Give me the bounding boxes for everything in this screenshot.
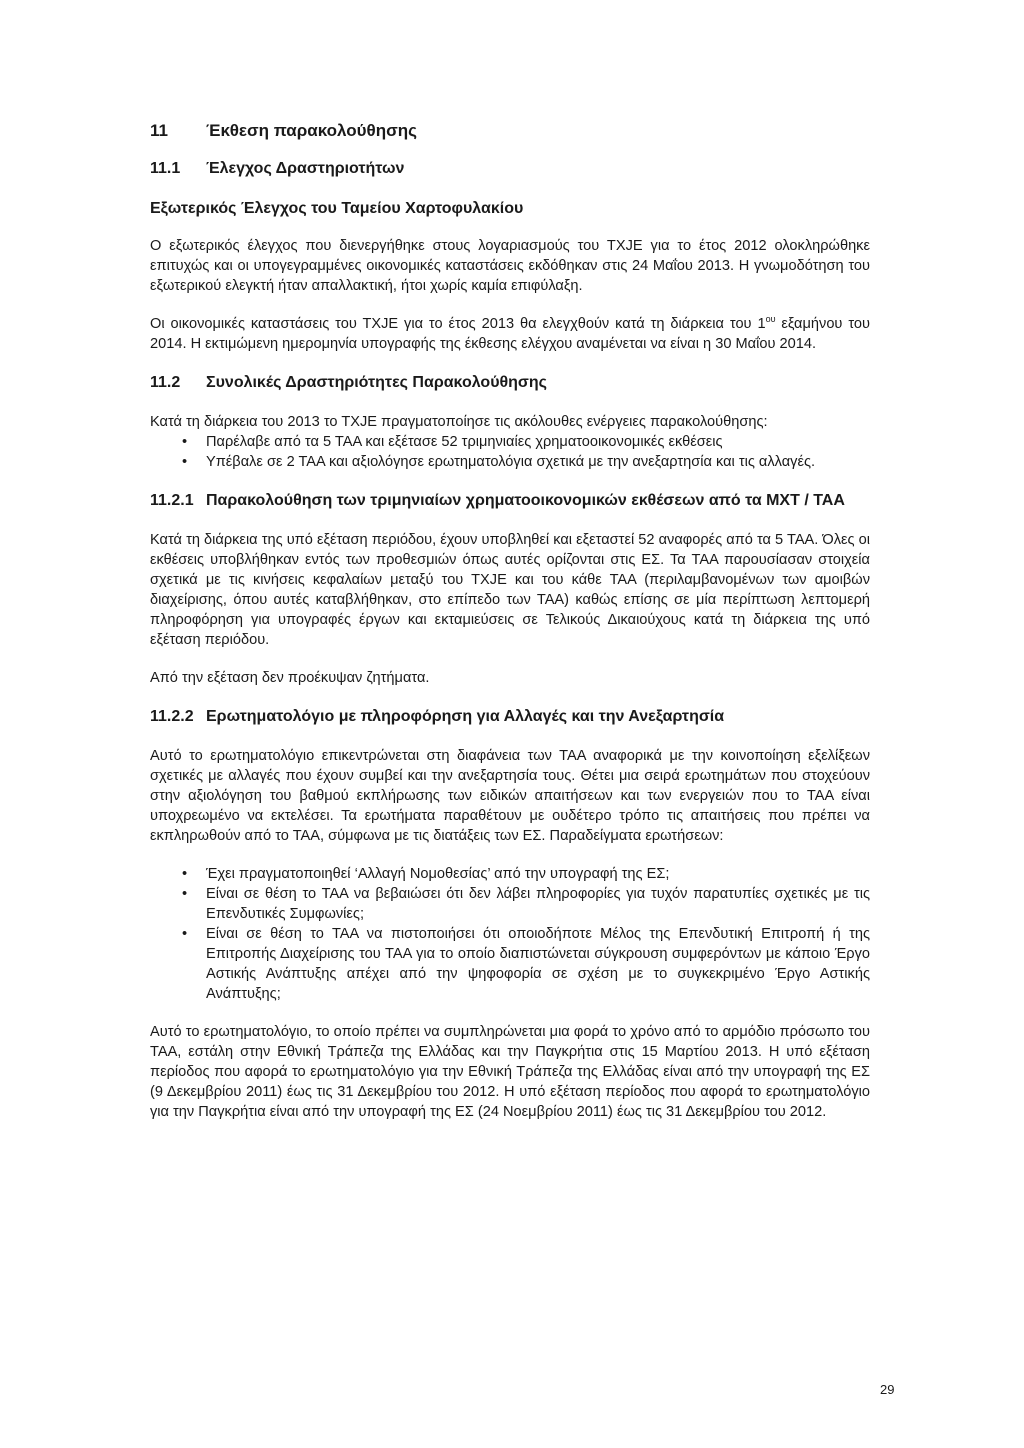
list-item-text: Είναι σε θέση το ΤΑΑ να πιστοποιήσει ότι οποιοδήποτε Μέλος της Επενδυτική Επιτροπή ή της Επιτροπής Διαχείρισης του ΤΑΑ για το οποίο διαπιστώνεται σύγκρουση συμφερόντων με κάποιο Έργο Αστικής Ανάπτυξης απέχει από την ψηφοφορία σε σχέση με το συγκεκριμένο Έργο Αστικής Ανάπτυξης; (206, 926, 870, 1002)
section-title: Παρακολούθηση των τριμηνιαίων χρηματοοικονομικών εκθέσεων από τα ΜΧΤ / ΤΑΑ (206, 492, 845, 509)
monitoring-intro-paragraph: Κατά τη διάρκεια του 2013 το ΤΧJE πραγματοποίησε τις ακόλουθες ενέργειες παρακολούθησης: (150, 414, 768, 430)
list-item-text: Υπέβαλε σε 2 ΤΑΑ και αξιολόγησε ερωτηματολόγια σχετικά με την ανεξαρτησία και τις αλλαγές. (206, 454, 816, 470)
list-item (182, 924, 870, 1004)
quarterly-reports-paragraph-1: Κατά τη διάρκεια της υπό εξέταση περιόδου, έχουν υποβληθεί και εξεταστεί 52 αναφορές από τα 5 ΤΑΑ. Όλες οι εκθέσεις υποβλήθηκαν εντός των προθεσμιών όπως αυτές ορίζονται στις ΕΣ. Τα ΤΑΑ παρουσίασαν στοιχεία σχετικά με τις κινήσεις κεφαλαίων μεταξύ του ΤΧJE και του κάθε ΤΑΑ (περιλαμβανομένων των αμοιβών διαχείρισης, όπου αυτές καταβλήθηκαν, στο επίπεδο των ΤΑΑ) καθώς επίσης σε μία περίπτωση λεπτομερή πληροφόρηση για υπογραφές έργων και εκταμιεύσεις σε Τελικούς Δικαιούχους κατά τη διάρκεια της υπό εξέταση περιόδου. (150, 532, 870, 648)
section-number: 11 (150, 121, 168, 140)
external-audit-paragraph-2 (150, 314, 870, 354)
monitoring-actions-list (150, 432, 870, 472)
ordinal-superscript: ου (765, 314, 776, 325)
section-11-2-heading (150, 372, 870, 394)
section-11-2-1-heading (150, 490, 870, 512)
section-title: Ερωτηματολόγιο με πληροφόρηση για Αλλαγές και την Ανεξαρτησία (206, 708, 725, 725)
list-item (182, 864, 870, 884)
bullet-icon: • (182, 886, 188, 902)
section-title: Συνολικές Δραστηριότητες Παρακολούθησης (206, 374, 547, 391)
section-11-2-2-heading (150, 706, 870, 728)
questionnaire-paragraph-1: Αυτό το ερωτηματολόγιο επικεντρώνεται στη διαφάνεια των ΤΑΑ αναφορικά με την κοινοποίηση εξελίξεων σχετικές με αλλαγές που έχουν συμβεί και την ανεξαρτησία τους. Θέτει μια σειρά ερωτημάτων που στοχεύουν στην αξιολόγηση του βαθμού εκπλήρωσης των ειδικών απαιτήσεων και των ενεργειών που το ΤΑΑ είναι υποχρεωμένο να εκτελέσει. Τα ερωτήματα παραθέτουν με ουδέτερο τρόπο τις απαιτήσεις που πρέπει να εκπληρωθούν από το ΤΑΑ, σύμφωνα με τις διατάξεις των ΕΣ. Παραδείγματα ερωτήσεων: (150, 748, 870, 844)
section-title: Έλεγχος Δραστηριοτήτων (206, 160, 405, 177)
section-number: 11.1 (150, 160, 181, 177)
page-number: 29 (880, 1382, 895, 1397)
bullet-icon: • (182, 926, 188, 942)
section-title: Έκθεση παρακολούθησης (206, 121, 417, 140)
quarterly-reports-paragraph-2: Από την εξέταση δεν προέκυψαν ζητήματα. (150, 670, 430, 686)
bullet-icon: • (182, 866, 188, 882)
paragraph-text: εξαμήνου του 2014. Η εκτιμώμενη ημερομηνία υπογραφής της έκθεσης ελέγχου αναμένεται να είναι η 30 Μαΐου 2014. (150, 316, 870, 352)
section-number: 11.2.2 (150, 708, 194, 725)
external-audit-subheading: Εξωτερικός Έλεγχος του Ταμείου Χαρτοφυλακίου (150, 200, 524, 217)
list-item-text: Είναι σε θέση το ΤΑΑ να βεβαιώσει ότι δεν λάβει πληροφορίες για τυχόν παρατυπίες σχετικές με τις Επενδυτικές Συμφωνίες; (206, 886, 870, 922)
list-item (182, 432, 870, 452)
list-item (182, 452, 870, 472)
questionnaire-paragraph-2: Αυτό το ερωτηματολόγιο, το οποίο πρέπει να συμπληρώνεται μια φορά το χρόνο από το αρμόδιο πρόσωπο του ΤΑΑ, εστάλη στην Εθνική Τράπεζα της Ελλάδας και την Παγκρήτια στις 15 Μαρτίου 2013. Η υπό εξέταση περίοδος που αφορά το ερωτηματολόγιο για την Εθνική Τράπεζα της Ελλάδας είναι από την υπογραφή της ΕΣ (9 Δεκεμβρίου 2011) έως τις 31 Δεκεμβρίου του 2012. Η υπό εξέταση περίοδος που αφορά το ερωτηματολόγιο για την Παγκρήτια είναι από την υπογραφή της ΕΣ (24 Νοεμβρίου 2011) έως τις 31 Δεκεμβρίου του 2012. (150, 1024, 870, 1120)
section-number: 11.2.1 (150, 492, 194, 509)
example-questions-list (150, 864, 870, 1004)
bullet-icon: • (182, 454, 188, 470)
bullet-icon: • (182, 434, 188, 450)
list-item-text: Παρέλαβε από τα 5 ΤΑΑ και εξέτασε 52 τριμηνιαίες χρηματοοικονομικές εκθέσεις (206, 434, 723, 450)
list-item-text: Έχει πραγματοποιηθεί ‘Αλλαγή Νομοθεσίας’ από την υπογραφή της ΕΣ; (206, 866, 670, 882)
document-page (150, 120, 870, 1140)
section-11-heading (150, 120, 870, 142)
section-11-1-heading (150, 158, 870, 180)
external-audit-paragraph-1: Ο εξωτερικός έλεγχος που διενεργήθηκε στους λογαριασμούς του ΤΧJE για το έτος 2012 ολοκληρώθηκε επιτυχώς και οι υπογεγραμμένες οικονομικές καταστάσεις εκδόθηκαν στις 24 Μαΐου 2013. Η γνωμοδότηση του εξωτερικού ελεγκτή ήταν απαλλακτική, ήτοι χωρίς καμία επιφύλαξη. (150, 238, 870, 294)
section-number: 11.2 (150, 374, 181, 391)
list-item (182, 884, 870, 924)
paragraph-text: Οι οικονομικές καταστάσεις του ΤΧJE για το έτος 2013 θα ελεγχθούν κατά τη διάρκεια του 1 (150, 316, 766, 332)
